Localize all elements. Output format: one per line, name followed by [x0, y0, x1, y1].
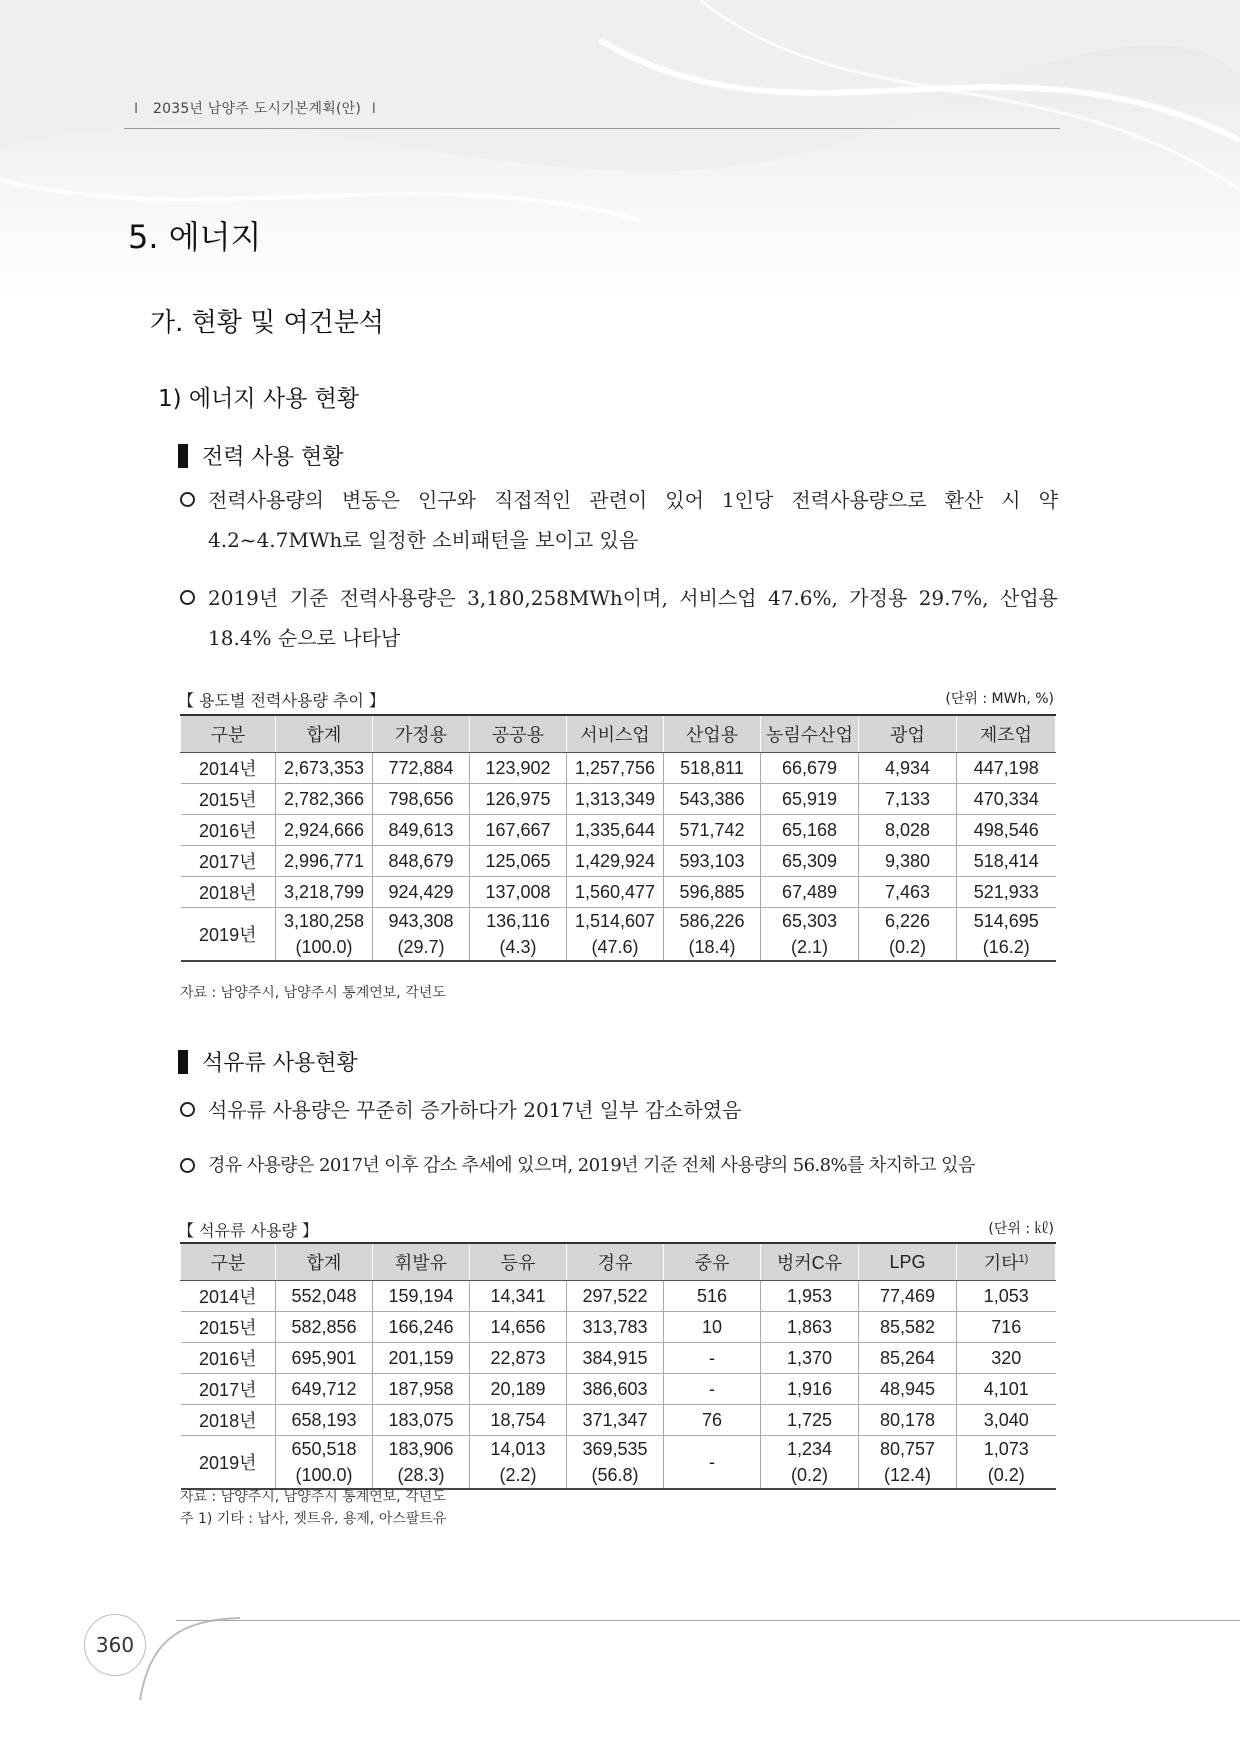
column-header: 합계 [276, 1243, 373, 1281]
circle-bullet-icon [180, 590, 195, 605]
table-cell: 9,380 [859, 846, 957, 877]
oil-block-title [178, 1046, 358, 1077]
column-header: 구분 [181, 715, 276, 753]
header-bar-left: I [134, 101, 139, 117]
table-row [181, 1436, 1056, 1490]
table-row [181, 846, 1056, 877]
table-cell: 2,996,771 [276, 846, 373, 877]
cell-value: 650,518 [291, 1439, 357, 1459]
table-cell: 85,264 [859, 1343, 957, 1374]
electric-block-title [178, 440, 344, 471]
electric-source: 자료 : 남양주시, 남양주시 통계연보, 각년도 [180, 985, 446, 1001]
table-cell: 772,884 [373, 753, 470, 784]
table-cell: 126,975 [470, 784, 567, 815]
column-header: 산업용 [664, 715, 761, 753]
running-header [128, 98, 1058, 118]
table-cell: 2,924,666 [276, 815, 373, 846]
table-cell [567, 1436, 664, 1490]
bullet-text: 석유류 사용량은 꾸준히 증가하다가 2017년 일부 감소하였음 [208, 1098, 742, 1122]
cell-share: (18.4) [688, 937, 736, 957]
column-header: 등유 [470, 1243, 567, 1281]
table-cell: 76 [664, 1405, 761, 1436]
list-item [180, 480, 1058, 560]
table-cell: 22,873 [470, 1343, 567, 1374]
cell-value: 369,535 [582, 1439, 648, 1459]
row-label-cell: 2014년 [181, 753, 276, 784]
cell-share: (56.8) [591, 1465, 639, 1485]
oil-source: 자료 : 남양주시, 남양주시 통계연보, 각년도 [180, 1489, 446, 1505]
cell-value: 65,303 [781, 911, 838, 931]
table-cell: 7,133 [859, 784, 957, 815]
column-header: 중유 [664, 1243, 761, 1281]
table-cell: 77,469 [859, 1281, 957, 1312]
cell-share: (47.6) [591, 937, 639, 957]
cell-value: 514,695 [973, 911, 1039, 931]
table-cell: 14,656 [470, 1312, 567, 1343]
circle-bullet-icon [180, 492, 195, 507]
cell-value: 1,514,607 [574, 911, 656, 931]
table-cell [470, 1436, 567, 1490]
column-header: 제조업 [957, 715, 1056, 753]
oil-table [180, 1242, 1056, 1490]
cell-value: 80,757 [879, 1439, 936, 1459]
table-cell [276, 1436, 373, 1490]
row-label-cell: 2018년 [181, 877, 276, 908]
row-label-cell: 2019년 [181, 1436, 276, 1490]
cell-share: (4.3) [499, 937, 537, 957]
table-cell: 582,856 [276, 1312, 373, 1343]
cell-share: (2.1) [790, 937, 828, 957]
cell-share: (100.0) [295, 937, 353, 957]
table-row [181, 1374, 1056, 1405]
table-cell: 4,934 [859, 753, 957, 784]
oil-table-unit: (단위 : ㎘) [988, 1221, 1054, 1237]
table-cell: 10 [664, 1312, 761, 1343]
table-cell: - [664, 1374, 761, 1405]
table-cell [957, 1436, 1056, 1490]
electric-title-text: 전력 사용 현황 [202, 445, 344, 470]
table-row [181, 753, 1056, 784]
subsection-title: 1) 에너지 사용 현황 [158, 386, 360, 412]
row-label-cell: 2015년 [181, 784, 276, 815]
cell-value: 1,073 [983, 1439, 1029, 1459]
table-cell: 518,811 [664, 753, 761, 784]
table-cell: 123,902 [470, 753, 567, 784]
table-cell [373, 908, 470, 962]
electric-table-unit: (단위 : MWh, %) [945, 691, 1054, 707]
square-bullet-icon [178, 1050, 188, 1074]
table-cell: 1,370 [761, 1343, 859, 1374]
table-cell [957, 908, 1056, 962]
table-cell: 7,463 [859, 877, 957, 908]
row-label-cell: 2018년 [181, 1405, 276, 1436]
table-cell: 649,712 [276, 1374, 373, 1405]
oil-note: 주 1) 기타 : 납사, 젯트유, 용제, 아스팔트유 [180, 1511, 447, 1527]
table-row [181, 908, 1056, 962]
table-cell: 386,603 [567, 1374, 664, 1405]
table-cell [664, 1436, 761, 1490]
table-cell: 1,560,477 [567, 877, 664, 908]
table-cell: 65,309 [761, 846, 859, 877]
table-cell: 924,429 [373, 877, 470, 908]
cell-share: (0.2) [790, 1465, 828, 1485]
table-cell: 125,065 [470, 846, 567, 877]
cell-value: 136,116 [486, 911, 550, 931]
table-row [181, 1281, 1056, 1312]
row-label-cell: 2014년 [181, 1281, 276, 1312]
row-label-cell: 2015년 [181, 1312, 276, 1343]
table-cell: 48,945 [859, 1374, 957, 1405]
table-cell: 571,742 [664, 815, 761, 846]
column-header: 벙커C유 [761, 1243, 859, 1281]
row-label-cell: 2019년 [181, 908, 276, 962]
table-header-row [181, 715, 1056, 753]
table-row [181, 784, 1056, 815]
oil-table-body [181, 1281, 1056, 1490]
oil-table-title: 【 석유류 사용량 】 [178, 1221, 318, 1240]
table-cell: 85,582 [859, 1312, 957, 1343]
list-item [180, 578, 1058, 658]
table-cell: 2,673,353 [276, 753, 373, 784]
column-header-text: 기타 [983, 1253, 1019, 1273]
table-cell: 1,257,756 [567, 753, 664, 784]
table-cell: 20,189 [470, 1374, 567, 1405]
oil-table-caption [178, 1218, 1054, 1241]
column-header: 광업 [859, 715, 957, 753]
table-cell: 848,679 [373, 846, 470, 877]
table-cell: 498,546 [957, 815, 1056, 846]
table-cell: 159,194 [373, 1281, 470, 1312]
row-label-cell: 2017년 [181, 1374, 276, 1405]
table-cell: 1,916 [761, 1374, 859, 1405]
table-cell [761, 908, 859, 962]
table-cell: 67,489 [761, 877, 859, 908]
chapter-title: 5. 에너지 [128, 218, 262, 256]
table-cell: 543,386 [664, 784, 761, 815]
cell-share: (29.7) [397, 937, 445, 957]
table-cell: 1,335,644 [567, 815, 664, 846]
column-header: 휘발유 [373, 1243, 470, 1281]
table-cell: 1,053 [957, 1281, 1056, 1312]
table-cell: 658,193 [276, 1405, 373, 1436]
cell-share: (2.2) [499, 1465, 537, 1485]
column-header: LPG [859, 1243, 957, 1281]
footer-rule [176, 1620, 1240, 1621]
table-cell: 798,656 [373, 784, 470, 815]
table-cell: 66,679 [761, 753, 859, 784]
table-cell: 3,040 [957, 1405, 1056, 1436]
table-cell: 518,414 [957, 846, 1056, 877]
table-row [181, 877, 1056, 908]
bullet-text: 경유 사용량은 2017년 이후 감소 추세에 있으며, 2019년 기준 전체 사용량의 56.8%를 차지하고 있음 [208, 1155, 975, 1176]
cell-value: 943,308 [388, 911, 454, 931]
table-cell: 65,919 [761, 784, 859, 815]
table-cell [761, 1436, 859, 1490]
cell-share: (28.3) [397, 1465, 445, 1485]
list-item [180, 1090, 1058, 1130]
cell-value: - [709, 1452, 715, 1472]
table-cell [567, 908, 664, 962]
cell-value: 1,234 [786, 1439, 833, 1459]
column-header: 합계 [276, 715, 373, 753]
table-cell: 521,933 [957, 877, 1056, 908]
footnote-marker: 1) [1018, 1253, 1029, 1265]
header-rule [124, 128, 1060, 129]
table-cell: 593,103 [664, 846, 761, 877]
column-header: 농림수산업 [761, 715, 859, 753]
table-cell: 3,218,799 [276, 877, 373, 908]
table-cell: 447,198 [957, 753, 1056, 784]
row-label-cell: 2016년 [181, 815, 276, 846]
electric-table-body [181, 753, 1056, 962]
table-cell: 80,178 [859, 1405, 957, 1436]
circle-bullet-icon [180, 1158, 195, 1173]
bullet-text: 전력사용량의 변동은 인구와 직접적인 관련이 있어 1인당 전력사용량으로 환산 시 약 4.2~4.7MWh로 일정한 소비패턴을 보이고 있음 [208, 488, 1058, 552]
table-cell: 695,901 [276, 1343, 373, 1374]
cell-share: (100.0) [295, 1465, 353, 1485]
table-cell [859, 1436, 957, 1490]
column-header [957, 1243, 1056, 1281]
table-cell: 8,028 [859, 815, 957, 846]
table-cell: 1,725 [761, 1405, 859, 1436]
cell-value: 14,013 [490, 1439, 546, 1459]
table-cell: 1,953 [761, 1281, 859, 1312]
cell-share: (16.2) [982, 937, 1030, 957]
column-header: 공공용 [470, 715, 567, 753]
table-row [181, 815, 1056, 846]
row-label-cell: 2017년 [181, 846, 276, 877]
electric-table [180, 714, 1056, 962]
table-cell: 552,048 [276, 1281, 373, 1312]
table-cell: 1,313,349 [567, 784, 664, 815]
cell-value: 586,226 [679, 911, 745, 931]
table-cell [470, 908, 567, 962]
oil-title-text: 석유류 사용현황 [202, 1051, 358, 1076]
header-title: 2035년 남양주 도시기본계획(안) [153, 101, 362, 117]
electric-table-caption [178, 688, 1054, 711]
table-cell: 14,341 [470, 1281, 567, 1312]
table-cell: 201,159 [373, 1343, 470, 1374]
table-cell: 320 [957, 1343, 1056, 1374]
table-cell [276, 908, 373, 962]
section-title: 가. 현황 및 여건분석 [150, 308, 384, 338]
table-header-row [181, 1243, 1056, 1281]
table-cell [664, 908, 761, 962]
list-item [180, 1146, 1058, 1186]
table-cell [373, 1436, 470, 1490]
table-row [181, 1343, 1056, 1374]
table-cell: 18,754 [470, 1405, 567, 1436]
table-cell [859, 908, 957, 962]
table-cell: 2,782,366 [276, 784, 373, 815]
bullet-text: 2019년 기준 전력사용량은 3,180,258MWh이며, 서비스업 47.6%, 가정용 29.7%, 산업용 18.4% 순으로 나타남 [208, 586, 1058, 650]
cell-share: (0.2) [987, 1465, 1025, 1485]
table-cell: 470,334 [957, 784, 1056, 815]
column-header: 가정용 [373, 715, 470, 753]
column-header: 경유 [567, 1243, 664, 1281]
cell-value: 183,906 [388, 1439, 454, 1459]
table-cell: 1,429,924 [567, 846, 664, 877]
table-cell: 371,347 [567, 1405, 664, 1436]
cell-value: 6,226 [884, 911, 931, 931]
table-cell: 65,168 [761, 815, 859, 846]
table-cell: 1,863 [761, 1312, 859, 1343]
cell-share: (12.4) [883, 1465, 932, 1485]
row-label-cell: 2016년 [181, 1343, 276, 1374]
table-cell: 384,915 [567, 1343, 664, 1374]
cell-share: (0.2) [888, 937, 926, 957]
header-bar-right: I [371, 101, 377, 117]
table-cell: 166,246 [373, 1312, 470, 1343]
table-cell: 596,885 [664, 877, 761, 908]
page-number: 360 [84, 1614, 146, 1676]
table-cell: 297,522 [567, 1281, 664, 1312]
table-cell: 313,783 [567, 1312, 664, 1343]
column-header: 서비스업 [567, 715, 664, 753]
circle-bullet-icon [180, 1102, 195, 1117]
table-cell: 516 [664, 1281, 761, 1312]
column-header: 구분 [181, 1243, 276, 1281]
cell-value: 3,180,258 [283, 911, 365, 931]
table-cell: 716 [957, 1312, 1056, 1343]
table-cell: 849,613 [373, 815, 470, 846]
table-cell: 167,667 [470, 815, 567, 846]
table-cell: 4,101 [957, 1374, 1056, 1405]
electric-table-title: 【 용도별 전력사용량 추이 】 [178, 691, 385, 710]
table-cell: - [664, 1343, 761, 1374]
table-cell: 187,958 [373, 1374, 470, 1405]
table-row [181, 1312, 1056, 1343]
table-cell: 137,008 [470, 877, 567, 908]
square-bullet-icon [178, 444, 188, 468]
table-cell: 183,075 [373, 1405, 470, 1436]
table-row [181, 1405, 1056, 1436]
